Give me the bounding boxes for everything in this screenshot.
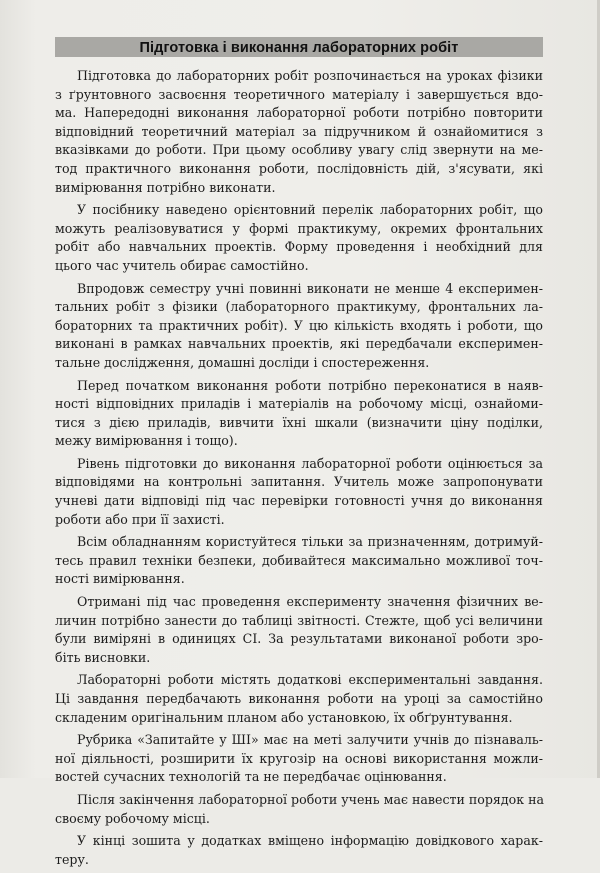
paragraph (55, 377, 543, 451)
text-line: Лабораторні роботи містять додаткові експериментальні завдання. (77, 672, 543, 688)
paragraph (55, 455, 543, 529)
text-line: бораторних та практичних робіт). У цю кількість входять і роботи, що (55, 317, 543, 333)
paragraph (55, 832, 543, 869)
text-line: теру. (55, 851, 89, 867)
text-line: роботи або при її захисті. (55, 511, 225, 527)
text-line: відповідями на контрольні запитання. Учитель може запропонувати (55, 474, 543, 490)
paragraph (55, 280, 543, 373)
text-line: вимірювання потрібно виконати. (55, 179, 276, 195)
text-line: тесь правил техніки безпеки, добивайтеся максимально можливої точ- (55, 552, 543, 568)
text-line: Ці завдання передбачають виконання роботи на уроці за самостійно (55, 691, 543, 706)
text-line: личин потрібно занести до таблиці звітності. Стежте, щоб усі величини (55, 612, 543, 628)
paragraph (55, 791, 543, 828)
text-line: робіт або навчальних проектів. Форму проведення і необхідний для (55, 239, 543, 255)
text-line: Рівень підготовки до виконання лабораторної роботи оцінюється за (77, 455, 543, 471)
text-line: ної діяльності, розширити їх кругозір на основі використання можли- (55, 750, 543, 766)
text-line: цього час учитель обирає самостійно. (55, 257, 309, 273)
text-line: ма. Напередодні виконання лабораторної роботи потрібно повторити (55, 105, 543, 121)
text-line: Перед початком виконання роботи потрібно переконатися в наяв- (77, 377, 543, 393)
section-heading-bar (55, 37, 543, 57)
text-line: У посібнику наведено орієнтовний перелік лабораторних робіт, що (77, 202, 543, 218)
text-line: Всім обладнанням користуйтеся тільки за призначенням, дотримуй- (77, 534, 543, 550)
text-line: ності вимірювання. (55, 571, 185, 587)
text-line: учневі дати відповіді під час перевірки готовності учня до виконання (55, 493, 543, 509)
text-line: межу вимірювання і тощо). (55, 433, 238, 449)
text-line: ності відповідних приладів і матеріалів на робочому місці, ознайоми- (55, 396, 543, 412)
text-line: тися з дією приладів, вивчити їхні шкали (визначити ціну поділки, (55, 414, 543, 430)
text-line: Впродовж семестру учні повинні виконати не менше 4 експеримен- (77, 280, 543, 296)
text-line: Після закінчення лабораторної роботи учень має навести порядок на (77, 791, 544, 807)
text-line: з ґрунтовного засвоєння теоретичного матеріалу і завершується вдо- (55, 86, 543, 102)
text-line: виконані в рамках навчальних проектів, які передбачали експеримен- (55, 336, 543, 352)
paragraph (55, 731, 543, 787)
text-line: востей сучасних технологій та не передбачає оцінювання. (55, 769, 447, 785)
paragraph (55, 201, 543, 275)
body-text (55, 67, 543, 873)
text-line: Рубрика «Запитайте у ШІ» має на меті залучити учнів до пізнаваль- (77, 732, 543, 748)
text-line: Отримані під час проведення експерименту значення фізичних ве- (77, 594, 543, 610)
text-line: тальне дослідження, домашні досліди і спостереження. (55, 354, 430, 370)
text-line: біть висновки. (55, 649, 151, 665)
text-line: Підготовка до лабораторних робіт розпочинається на уроках фізики (77, 68, 543, 83)
text-line: були виміряні в одиницях СІ. За результатами виконаної роботи зро- (55, 631, 543, 647)
paragraph (55, 533, 543, 589)
text-line: тод практичного виконання роботи, послідовність дій, з'ясувати, які (55, 160, 543, 176)
text-line: своєму робочому місці. (55, 810, 210, 826)
text-line: складеним оригінальним планом або установкою, їх обґрунтування. (55, 709, 513, 725)
paragraph (55, 67, 543, 197)
text-line: тальних робіт з фізики (лабораторного практикуму, фронтальних ла- (55, 299, 543, 315)
paragraph (55, 593, 543, 667)
paragraph (55, 671, 543, 727)
section-heading: Підготовка і виконання лабораторних робіт (139, 40, 459, 56)
text-line: У кінці зошита у додатках вміщено інформацію довідкового харак- (77, 833, 543, 849)
text-line: відповідний теоретичний матеріал за підручником й ознайомитися з (55, 123, 543, 139)
text-line: вказівками до роботи. При цьому особливу увагу слід звернути на ме- (55, 142, 543, 158)
text-line: можуть реалізовуватися у формі практикуму, окремих фронтальних (55, 220, 543, 236)
